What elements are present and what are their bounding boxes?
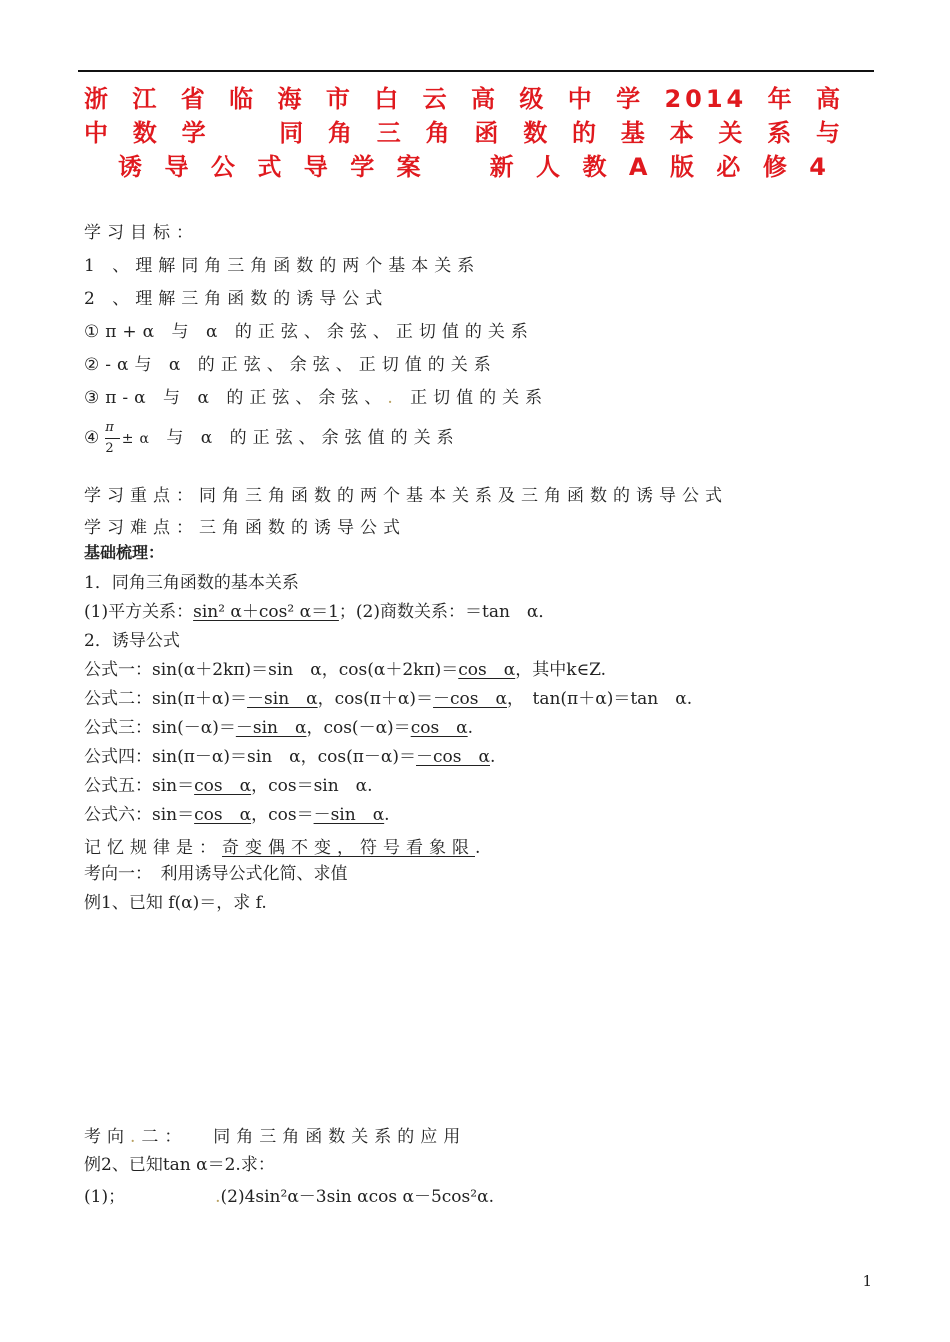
basics-heading: 基础梳理： [84, 543, 165, 562]
formula-2 [84, 684, 692, 709]
memory-rule-answer: 奇变偶不变，符号看象限 [222, 838, 475, 858]
formula-1-tail: ，其中k∈Z. [515, 660, 607, 680]
memory-rule-label: 记忆规律是： [84, 838, 222, 858]
fraction-denominator: 2 [105, 441, 120, 456]
pi-over-2-fraction [105, 418, 120, 459]
formula-6-text: 公式六：sin＝ [84, 805, 195, 825]
example-2-dot: . [215, 1187, 221, 1207]
formula-6-answer-2: －sin α [313, 805, 385, 825]
formula-3-text: 公式三：sin(－α)＝ [84, 718, 236, 738]
formula-1 [84, 655, 606, 680]
objective-sub-4 [84, 418, 460, 459]
objective-sub-1: ①π+α 与 α 的正弦、余弦、正切值的关系 [84, 322, 534, 342]
header-rule [78, 70, 874, 72]
formula-4-tail: . [489, 747, 496, 767]
objectives-heading: 学习目标： [84, 223, 199, 243]
document-title-line-3: 诱导公式导学案 新人教A版必修4 [118, 153, 830, 181]
example-2-item-2: (2)4sin²α－3sin αcos α－5cos²α. [220, 1187, 494, 1207]
objective-sub-2: ②-α与 α 的正弦、余弦、正切值的关系 [84, 355, 497, 375]
formula-3-answer-1: －sin α [235, 718, 307, 738]
formula-5-tail: ，cos＝sin α. [251, 776, 373, 796]
objective-sub-4-text: 与 α 的正弦、余弦值的关系 [154, 428, 460, 448]
formula-6-mid: ，cos＝ [251, 805, 314, 825]
difficulty: 学习难点：三角函数的诱导公式 [84, 518, 406, 538]
formula-2-mid: ，cos(π＋α)＝ [317, 689, 434, 709]
formula-5-answer: cos α [194, 776, 252, 796]
objective-sub-3-text-a: ③π-α 与 α 的正弦、余弦、 [84, 388, 388, 408]
square-relation-label: (1)平方关系： [84, 602, 194, 622]
formula-2-answer-2: －cos α [433, 689, 507, 709]
objective-sub-3-dot: . [387, 388, 399, 408]
objective-item-2: 2 、理解三角函数的诱导公式 [84, 289, 389, 309]
formula-4 [84, 742, 495, 767]
key-point: 学习重点：同角三角函数的两个基本关系及三角函数的诱导公式 [84, 486, 728, 506]
formula-3-tail: . [467, 718, 474, 738]
direction-2-text: 二： 同角三角函数关系的应用 [141, 1127, 467, 1147]
example-2-item-1: (1)； [84, 1187, 126, 1207]
plus-minus-alpha: ±α [121, 431, 155, 447]
formula-3-answer-2: cos α [410, 718, 468, 738]
formula-1-text: 公式一：sin(α＋2kπ)＝sin α，cos(α＋2kπ)＝ [84, 660, 459, 680]
formula-6-tail: . [384, 805, 390, 825]
formula-2-text: 公式二：sin(π＋α)＝ [84, 689, 248, 709]
memory-rule [84, 833, 486, 858]
formula-3 [84, 713, 473, 738]
formula-6 [84, 800, 390, 825]
formula-5-text: 公式五：sin＝ [84, 776, 195, 796]
objective-sub-3 [84, 383, 548, 408]
direction-1-heading: 考向一： 利用诱导公式化简、求值 [84, 864, 348, 884]
page-number: 1 [862, 1272, 872, 1290]
formula-1-answer: cos α [458, 660, 516, 680]
objective-sub-4-number: ④ [84, 428, 106, 448]
formula-5 [84, 771, 373, 796]
formula-2-answer-1: －sin α [247, 689, 318, 709]
quotient-relation: ；(2)商数关系：＝tan α． [338, 602, 556, 622]
document-title-line-1: 浙江省临海市白云高级中学2014年高 [84, 85, 844, 113]
formula-4-text: 公式四：sin(π－α)＝sin α，cos(π－α)＝ [84, 747, 417, 767]
direction-2-dot: . [130, 1127, 142, 1147]
objective-sub-3-text-b: 正切值的关系 [398, 388, 549, 408]
memory-rule-tail: . [475, 838, 487, 858]
objective-item-1: 1 、理解同角三角函数的两个基本关系 [84, 256, 481, 276]
basics-section-2: 2．诱导公式 [84, 631, 180, 651]
formula-4-answer: －cos α [416, 747, 490, 767]
square-relation-line [84, 597, 555, 622]
formula-6-answer-1: cos α [194, 805, 252, 825]
direction-2-heading [84, 1122, 466, 1147]
basics-section-1: 1．同角三角函数的基本关系 [84, 573, 299, 593]
example-2-items [84, 1182, 494, 1207]
direction-2-label: 考向 [84, 1127, 130, 1147]
fraction-numerator: π [105, 418, 120, 439]
formula-3-mid: ，cos(－α)＝ [306, 718, 411, 738]
example-1: 例1、已知 f(α)＝，求 f. [84, 893, 267, 913]
example-2: 例2、已知tan α＝2.求： [84, 1155, 275, 1175]
formula-2-tail: ， tan(π＋α)＝tan α. [507, 689, 693, 709]
square-relation-answer: sin² α＋cos² α＝1 [193, 602, 339, 622]
document-title-line-2: 中数学 同角三角函数的基本关系与 [84, 119, 844, 147]
